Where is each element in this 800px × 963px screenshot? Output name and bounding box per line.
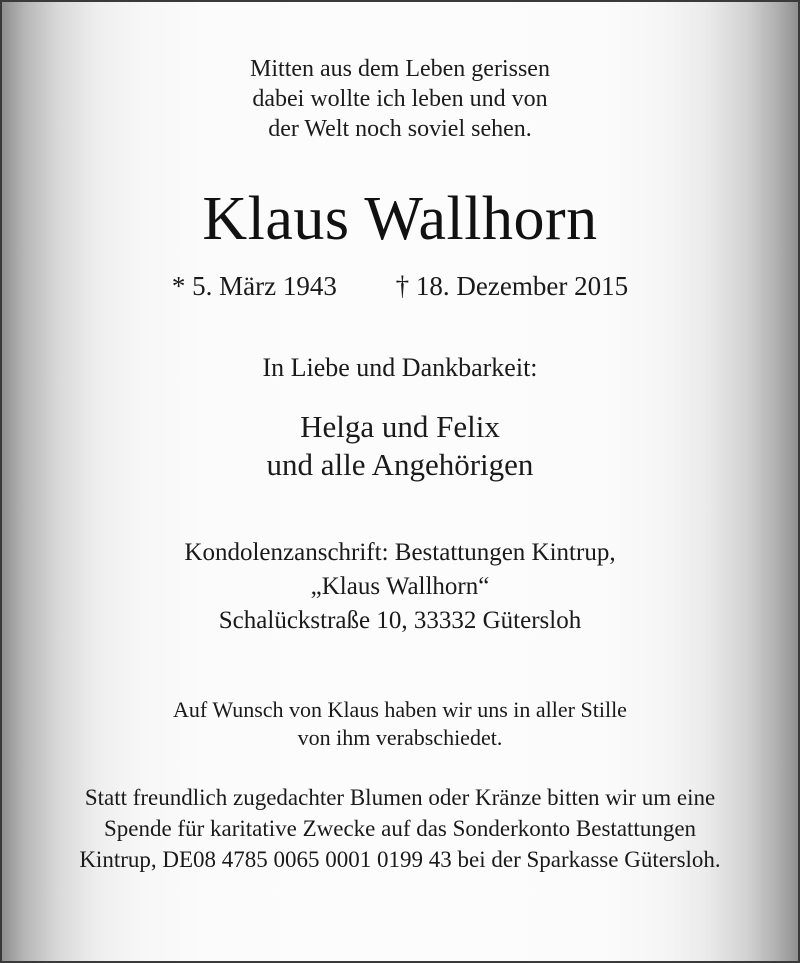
condolence-line-1: Kondolenzanschrift: Bestattungen Kintrup, xyxy=(184,539,616,566)
dedication-line: In Liebe und Dankbarkeit: xyxy=(262,353,538,382)
donation-line-1: Statt freundlich zugedachter Blumen oder Kränze bitten wir um eine xyxy=(84,785,716,810)
donation-line-3: Kintrup, DE08 4785 0065 0001 0199 43 bei der Sparkasse Gütersloh. xyxy=(79,847,721,872)
condolence-address xyxy=(2,536,798,638)
family-line-1: Helga und Felix xyxy=(300,409,500,444)
condolence-line-2: „Klaus Wallhorn“ xyxy=(310,573,490,600)
deceased-name: Klaus Wallhorn xyxy=(202,185,598,253)
farewell-line-1: Auf Wunsch von Klaus haben wir uns in aller Stille xyxy=(173,697,627,722)
family-line-2: und alle Angehörigen xyxy=(266,447,534,482)
epitaph-line-3: der Welt noch soviel sehen. xyxy=(268,116,532,142)
life-dates xyxy=(2,270,798,302)
notice-content xyxy=(2,2,798,875)
epitaph-verse xyxy=(2,54,798,144)
condolence-line-3: Schalückstraße 10, 33332 Gütersloh xyxy=(218,607,582,634)
birth-date: * 5. März 1943 xyxy=(171,271,337,301)
family-names xyxy=(2,408,798,484)
donation-line-2: Spende für karitative Zwecke auf das Sonderkonto Bestattungen xyxy=(103,816,697,841)
donation-request xyxy=(2,782,798,875)
epitaph-line-1: Mitten aus dem Leben gerissen xyxy=(250,56,550,82)
death-date: † 18. Dezember 2015 xyxy=(395,271,629,301)
farewell-line-2: von ihm verabschiedet. xyxy=(297,725,503,750)
farewell-note xyxy=(2,696,798,752)
epitaph-line-2: dabei wollte ich leben und von xyxy=(252,86,548,112)
